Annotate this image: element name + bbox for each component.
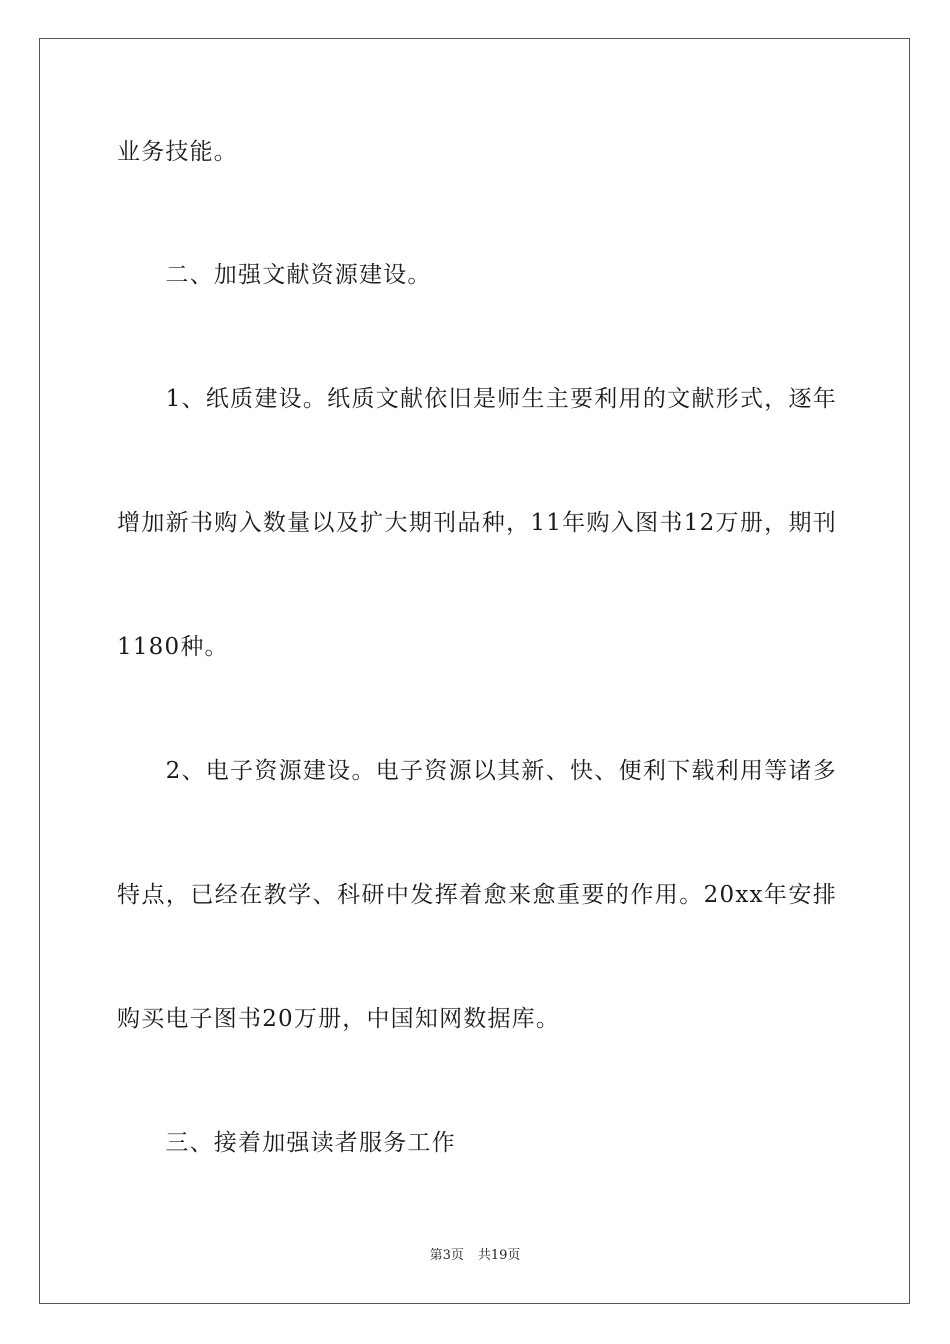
text-line-1: 业务技能。 (117, 139, 238, 165)
page-border (39, 38, 910, 1304)
page-total: 共19页 (477, 1248, 521, 1263)
text-line-3: 1、纸质建设。纸质文献依旧是师生主要利用的文献形式，逐年 (117, 386, 837, 412)
text-line-5: 1180种。 (117, 634, 229, 660)
page-footer (0, 1247, 950, 1265)
page-number: 第3页 (429, 1248, 464, 1263)
text-line-7: 特点，已经在教学、科研中发挥着愈来愈重要的作用。20xx年安排 (117, 882, 837, 908)
text-line-4: 增加新书购入数量以及扩大期刊品种，11年购入图书12万册，期刊 (117, 510, 837, 536)
text-line-8: 购买电子图书20万册，中国知网数据库。 (117, 1006, 561, 1032)
text-line-2: 二、加强文献资源建设。 (117, 262, 432, 288)
text-line-9: 三、接着加强读者服务工作 (117, 1130, 456, 1156)
text-line-6: 2、电子资源建设。电子资源以其新、快、便利下载利用等诸多 (117, 758, 837, 784)
